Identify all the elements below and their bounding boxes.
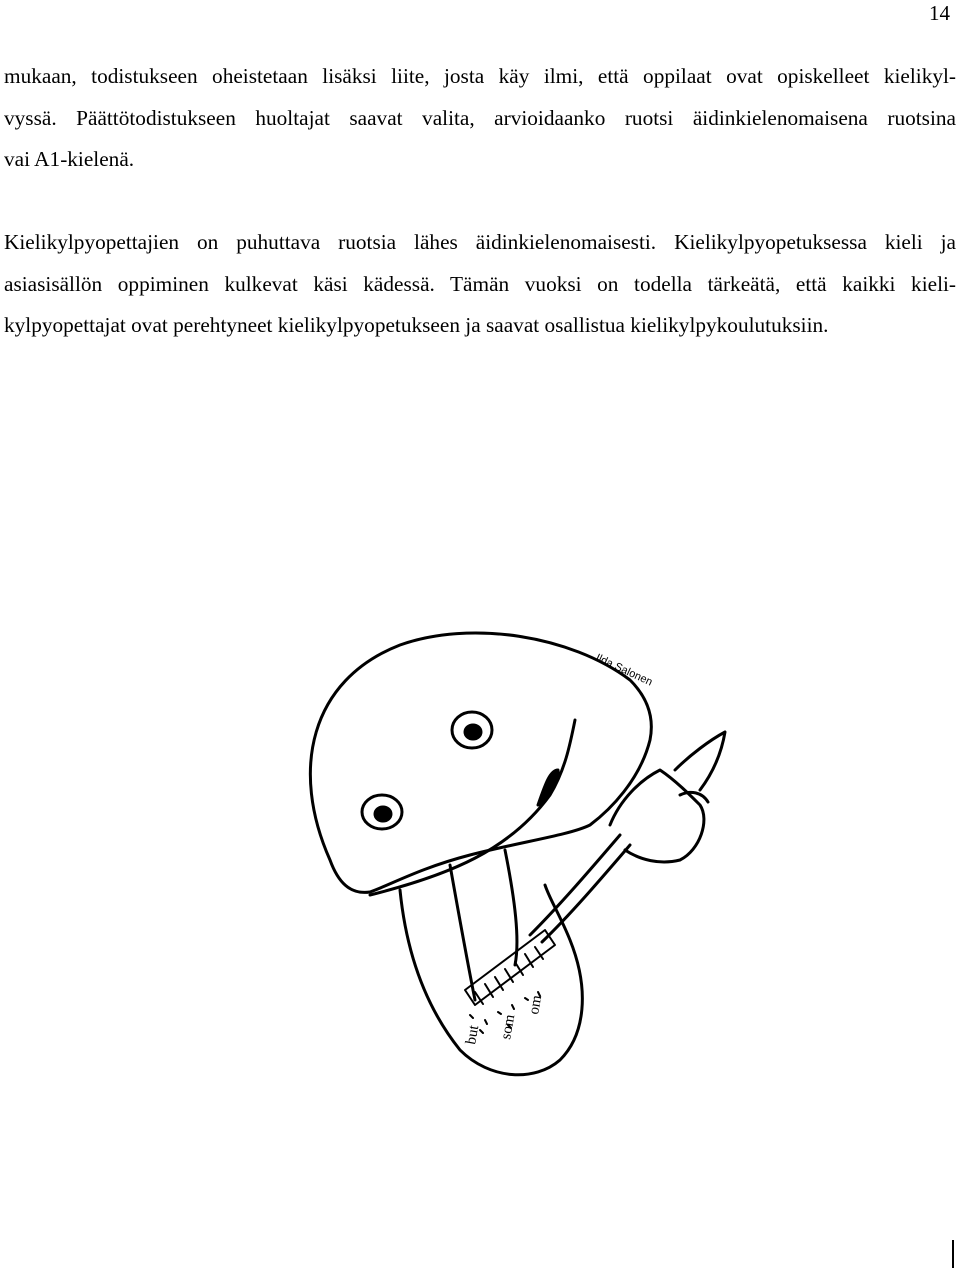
paragraph-line: kylpyopettajat ovat perehtyneet kielikylpyopetukseen ja saavat osallistua kielikylpykoulutuksiin. — [4, 313, 829, 337]
tongue-word-but: but — [463, 1024, 483, 1046]
arm — [610, 770, 704, 862]
paragraph-line: asiasisällön oppiminen kulkevat käsi kädessä. Tämän vuoksi on todella tärkeätä, että kaikki kieli- — [4, 271, 956, 296]
finger — [675, 732, 725, 790]
tongue-word-som: som — [498, 1013, 519, 1041]
cartoon-illustration — [270, 620, 740, 1090]
paragraph-line: vai A1-kielenä. — [4, 147, 135, 171]
paragraph-1 — [4, 56, 956, 181]
right-pupil — [375, 807, 391, 821]
tongue-word-om: om — [526, 994, 546, 1016]
margin-mark — [952, 1240, 954, 1268]
toothbrush-handle-edge — [542, 845, 630, 942]
page-number: 14 — [929, 1, 950, 25]
paragraph-line: mukaan, todistukseen oheistetaan lisäksi liite, josta käy ilmi, että oppilaat ovat opiskelleet kielikyl- — [4, 64, 956, 88]
artist-signature: Ilda Salonen — [593, 651, 655, 689]
tongue — [400, 885, 582, 1075]
left-pupil — [465, 725, 481, 739]
paragraph-line: Kielikylpyopettajien on puhuttava ruotsia lähes äidinkielenomaisesti. Kielikylpyopetuksessa kieli ja — [4, 230, 956, 254]
paragraph-line: vyssä. Päättötodistukseen huoltajat saavat valita, arvioidaanko ruotsi äidinkielenomaisena ruotsina — [4, 105, 956, 130]
tongue-line-right — [505, 850, 517, 965]
paragraph-2 — [4, 222, 956, 347]
tongue-line-left — [450, 865, 475, 1000]
